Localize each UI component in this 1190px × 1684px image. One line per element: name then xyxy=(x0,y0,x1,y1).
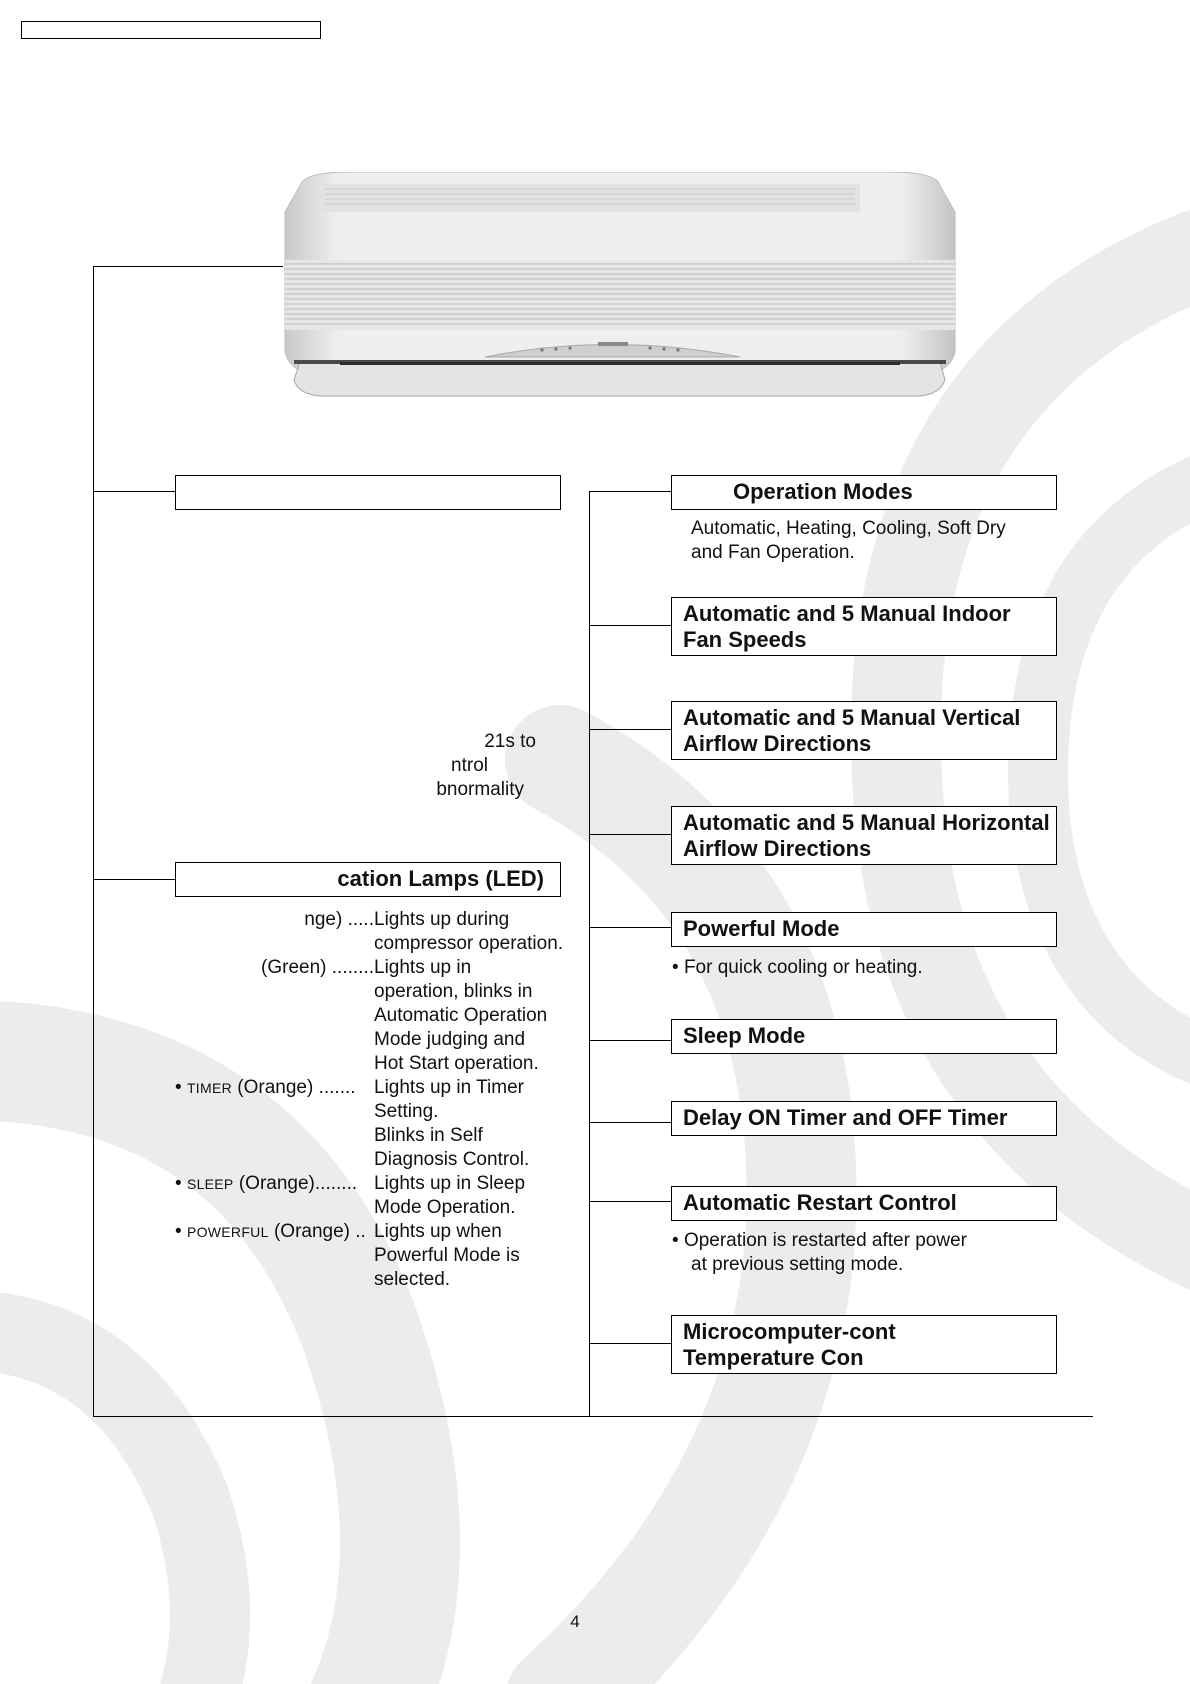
horizontal-airflow-title-line1: Automatic and 5 Manual Horizontal xyxy=(683,810,1050,835)
air-conditioner-image xyxy=(280,172,960,404)
powerful-mode-bullet xyxy=(672,957,684,978)
connector-to-image xyxy=(93,266,283,267)
led-item-timer-label: • TIMER (Orange) ....... xyxy=(175,1076,356,1100)
led-item-powerful-label: • POWERFUL (Orange) .. xyxy=(175,1220,366,1244)
fan-speeds-title-line2: Fan Speeds xyxy=(683,627,807,652)
connector-right-trunk xyxy=(589,491,590,1416)
sleep-mode-box xyxy=(671,1019,1057,1054)
connector-main-left xyxy=(93,266,94,1416)
operation-modes-title: Operation Modes xyxy=(733,479,913,504)
led-item-powerful-desc: Lights up when Powerful Mode is selected. xyxy=(374,1221,520,1290)
indication-lamps-title-box xyxy=(175,862,561,897)
connector-feature-4 xyxy=(589,834,671,835)
led-item-1-label: nge) ..... xyxy=(304,909,374,930)
led-item-timer-desc: Lights up in Timer Setting. Blinks in Self Diagnosis Control. xyxy=(374,1077,530,1170)
horizontal-airflow-box xyxy=(671,806,1057,865)
operation-modes-box xyxy=(671,475,1057,510)
partial-text-1: 21s to xyxy=(484,731,536,752)
connector-bottom xyxy=(93,1416,1093,1417)
partial-text-3: bnormality xyxy=(436,779,524,800)
connector-left-box2 xyxy=(93,879,175,880)
connector-feature-1 xyxy=(589,491,671,492)
horizontal-airflow-title-line2: Airflow Directions xyxy=(683,836,872,861)
header-box xyxy=(21,21,321,39)
partial-text-2: ntrol xyxy=(451,755,488,776)
connector-feature-5 xyxy=(589,927,671,928)
timer-title: Delay ON Timer and OFF Timer xyxy=(683,1105,1008,1130)
sleep-mode-title: Sleep Mode xyxy=(683,1023,806,1048)
led-item-sleep-label: • SLEEP (Orange)........ xyxy=(175,1172,357,1196)
auto-restart-title: Automatic Restart Control xyxy=(683,1190,957,1215)
vertical-airflow-title-line2: Airflow Directions xyxy=(683,731,872,756)
connector-feature-7 xyxy=(589,1122,671,1123)
led-item-2-desc: Lights up in operation, blinks in Automatic Operation Mode judging and Hot Start operation. xyxy=(374,957,548,1074)
auto-restart-box xyxy=(671,1186,1057,1221)
fan-speeds-box xyxy=(671,597,1057,656)
powerful-mode-box xyxy=(671,912,1057,947)
fan-speeds-title-line1: Automatic and 5 Manual Indoor xyxy=(683,601,1011,626)
led-item-2-label: (Green) ........ xyxy=(261,957,374,978)
connector-feature-9 xyxy=(589,1343,671,1344)
powerful-mode-desc: • For quick cooling or heating. xyxy=(672,956,1072,980)
page-number: 4 xyxy=(570,1612,580,1631)
led-item-sleep-desc: Lights up in Sleep Mode Operation. xyxy=(374,1173,526,1218)
auto-restart-desc: • Operation is restarted after power at previous setting mode. xyxy=(672,1229,1072,1277)
connector-feature-3 xyxy=(589,729,671,730)
vertical-airflow-title-line1: Automatic and 5 Manual Vertical xyxy=(683,705,1021,730)
connector-left-box1 xyxy=(93,491,175,492)
led-item-1-desc: Lights up during compressor operation. xyxy=(374,909,564,954)
vertical-airflow-box xyxy=(671,701,1057,760)
connector-feature-8 xyxy=(589,1201,671,1202)
connector-feature-6 xyxy=(589,1040,671,1041)
powerful-mode-title: Powerful Mode xyxy=(683,916,840,941)
operation-modes-desc: Automatic, Heating, Cooling, Soft Dry and Fan Operation. xyxy=(691,518,1006,563)
microcomputer-title-line1: Microcomputer-cont xyxy=(683,1319,896,1344)
timer-box xyxy=(671,1101,1057,1136)
microcomputer-box xyxy=(671,1315,1057,1374)
indication-lamps-title: cation Lamps (LED) xyxy=(337,866,544,891)
microcomputer-title-line2: Temperature Con xyxy=(683,1345,864,1370)
connector-feature-2 xyxy=(589,625,671,626)
left-title-box xyxy=(175,475,561,510)
